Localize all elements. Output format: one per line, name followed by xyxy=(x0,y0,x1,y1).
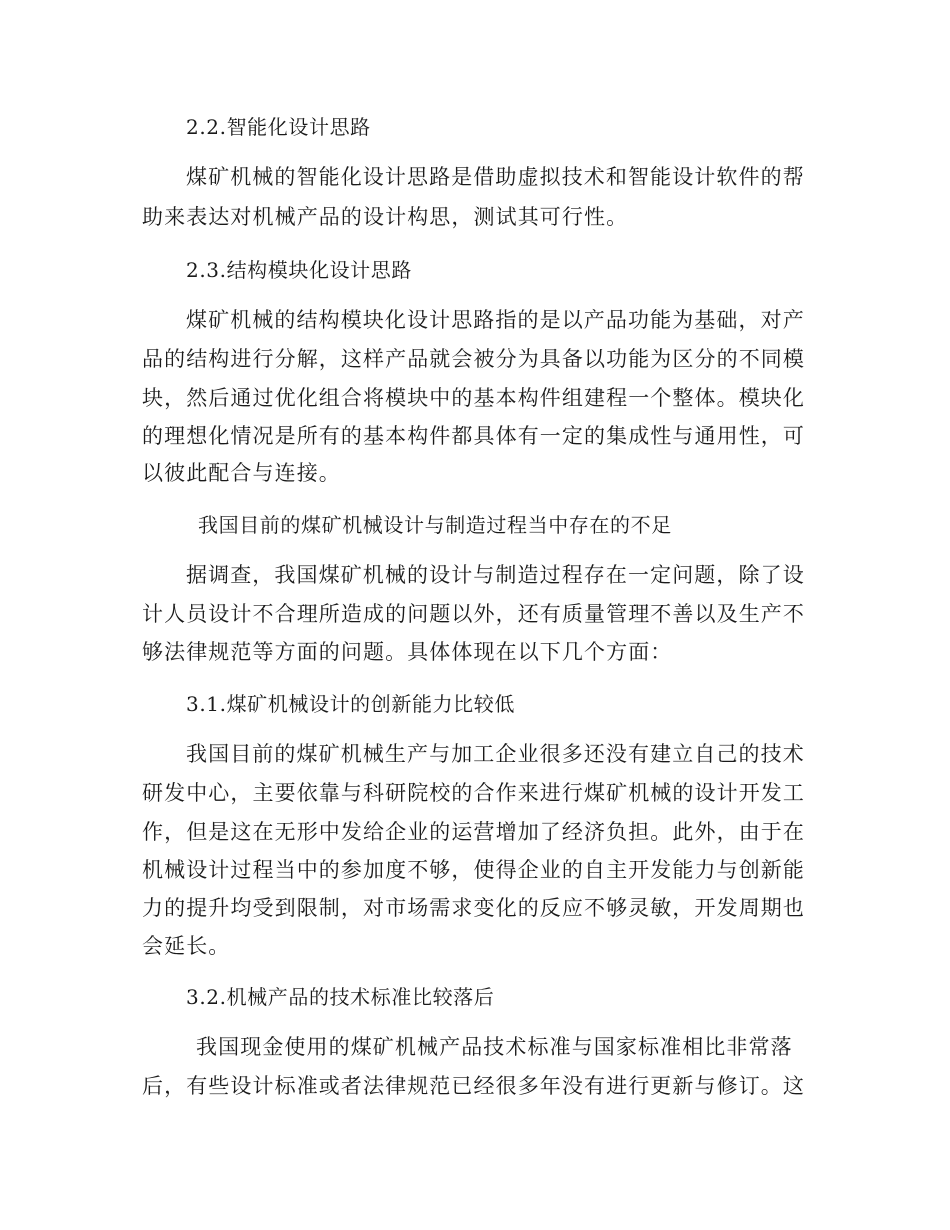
section-heading-3-1: 3.1.煤矿机械设计的创新能力比较低 xyxy=(186,692,515,716)
paragraph-line: 会延长。 xyxy=(142,934,231,958)
section-heading-2-2: 2.2.智能化设计思路 xyxy=(186,115,371,139)
paragraph-line: 研发中心，主要依靠与科研院校的合作来进行煤矿机械的设计开发工 xyxy=(142,781,805,805)
paragraph-line: 据调查，我国煤矿机械的设计与制造过程存在一定问题，除了设 xyxy=(186,563,805,587)
paragraph-line: 煤矿机械的智能化设计思路是借助虚拟技术和智能设计软件的帮 xyxy=(186,165,805,189)
section-heading-3: 我国目前的煤矿机械设计与制造过程当中存在的不足 xyxy=(198,513,672,537)
paragraph-line: 力的提升均受到限制，对市场需求变化的反应不够灵敏，开发周期也 xyxy=(142,896,805,920)
paragraph-line: 作，但是这在无形中发给企业的运营增加了经济负担。此外，由于在 xyxy=(142,820,805,844)
paragraph-line: 以彼此配合与连接。 xyxy=(142,461,341,485)
section-heading-2-3: 2.3.结构模块化设计思路 xyxy=(186,258,412,282)
paragraph-line: 助来表达对机械产品的设计构思，测试其可行性。 xyxy=(142,205,629,229)
paragraph-line: 够法律规范等方面的问题。具体体现在以下几个方面： xyxy=(142,640,673,664)
paragraph-line: 的理想化情况是所有的基本构件都具体有一定的集成性与通用性，可 xyxy=(142,424,805,448)
paragraph-line: 块，然后通过优化组合将模块中的基本构件组建程一个整体。模块化 xyxy=(142,386,805,410)
paragraph-line: 机械设计过程当中的参加度不够，使得企业的自主开发能力与创新能 xyxy=(142,858,805,882)
section-heading-3-2: 3.2.机械产品的技术标准比较落后 xyxy=(186,985,495,1009)
paragraph-line: 我国目前的煤矿机械生产与加工企业很多还没有建立自己的技术 xyxy=(186,742,805,766)
paragraph-line: 计人员设计不合理所造成的问题以外，还有质量管理不善以及生产不 xyxy=(142,602,805,626)
paragraph-line: 我国现金使用的煤矿机械产品技术标准与国家标准相比非常落 xyxy=(196,1035,793,1059)
paragraph-line: 后，有些设计标准或者法律规范已经很多年没有进行更新与修订。这 xyxy=(142,1074,805,1098)
paragraph-line: 煤矿机械的结构模块化设计思路指的是以产品功能为基础，对产 xyxy=(186,308,805,332)
paragraph-line: 品的结构进行分解，这样产品就会被分为具备以功能为区分的不同模 xyxy=(142,347,805,371)
